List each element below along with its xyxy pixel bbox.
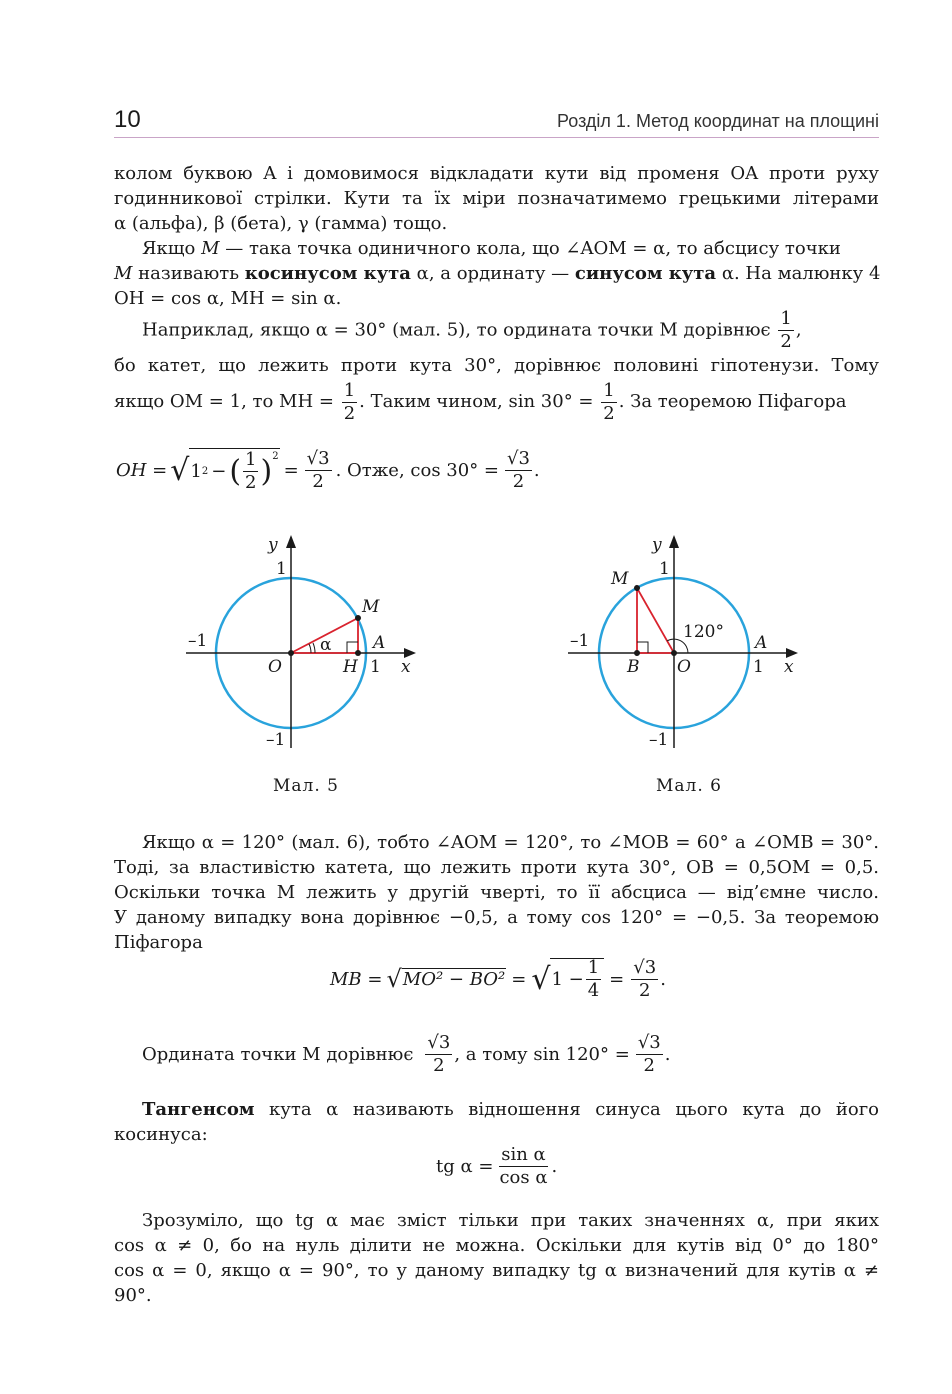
p1-line-3: α (альфа), β (бета), γ (гамма) тощо. <box>114 213 448 234</box>
y-axis-arrow <box>286 535 296 548</box>
caption-fig-6: Мал. 6 <box>656 776 722 796</box>
p2-line-2: M називають косинусом кута α, а ординату — синусом кута α. На малюнку 4 <box>114 263 881 284</box>
figure-6-unit-circle <box>560 530 810 760</box>
term-tangent: Тангенсом <box>142 1099 255 1120</box>
paragraph-6 <box>114 1097 879 1147</box>
paragraph-4 <box>114 830 879 955</box>
label-minus-one-x: –1 <box>188 631 208 651</box>
formula-oh: OH = √ 1 2 − ( $\frac{1}{2}$ ) $^2$ = $\frac{√3}{2}$ . Отже, cos 30° = $\frac{√3}{2}$ . <box>116 447 540 493</box>
paragraph-3 <box>114 310 879 426</box>
p7-line-3: cos α = 0, якщо α = 90°, то у даному випадку tg α визначений для кутів α ≠ 90°. <box>114 1260 879 1306</box>
point-h <box>355 650 361 656</box>
alpha-arc <box>309 644 311 653</box>
formula-mb: MB = √ MO² − BO² = √ 1 − $\frac{1}{4}$ = $\frac{√3}{2}$ . <box>330 956 666 1001</box>
figure-5-unit-circle <box>180 530 430 760</box>
header-rule <box>114 137 879 138</box>
point-m <box>355 615 361 621</box>
label-one-x: 1 <box>370 657 381 677</box>
point-b <box>634 650 640 656</box>
triangle-omb <box>637 588 674 653</box>
label-a: A <box>755 633 768 653</box>
p1-line-1: колом буквою A і домовимося відкладати кути від променя OA проти руху <box>114 163 879 184</box>
p4-line-4: У даному випадку вона дорівнює −0,5, а тому cos 120° = −0,5. За теоремою <box>114 907 879 928</box>
running-title: Розділ 1. Метод координат на площині <box>557 111 879 131</box>
page-number: 10 <box>114 106 141 133</box>
p3-line-2: бо катет, що лежить проти кута 30°, дорівнює половині гіпотенузи. Тому <box>114 355 879 376</box>
label-minus-one-x: –1 <box>570 631 590 651</box>
label-one-y: 1 <box>659 559 670 579</box>
label-b: B <box>627 657 640 677</box>
label-a: A <box>373 633 386 653</box>
fraction-sin30: $\frac{1}{2}$ <box>603 379 615 424</box>
label-x: x <box>401 657 411 677</box>
p4-line-1: Якщо α = 120° (мал. 6), тобто ∠AOM = 120°, то ∠MOB = 60° а ∠OMB = 30°. <box>142 832 879 853</box>
paragraph-7 <box>114 1208 879 1308</box>
formula-tg: tg α = $\frac{\text{sin α}}{\text{cos α}}$ . <box>436 1144 558 1188</box>
label-one-x: 1 <box>753 657 764 677</box>
label-o: O <box>677 657 691 677</box>
point-o <box>671 650 677 656</box>
label-minus-one-y: –1 <box>649 730 669 750</box>
p6-line-2: косинуса: <box>114 1124 208 1145</box>
label-one-y: 1 <box>276 559 287 579</box>
p4-line-2: Тоді, за властивістю катета, що лежить проти кута 30°, OB = 0,5OM = 0,5. <box>114 857 879 878</box>
label-x: x <box>784 657 794 677</box>
radical-oh: 1 2 − ( $\frac{1}{2}$ ) $^2$ <box>190 449 279 493</box>
p2-line-3: OH = cos α, MH = sin α. <box>114 288 342 309</box>
point-o <box>288 650 294 656</box>
caption-fig-5: Мал. 5 <box>273 776 339 796</box>
paragraph-2 <box>114 236 879 311</box>
p7-line-2: cos α ≠ 0, бо на нуль ділити не можна. Оскільки для кутів від 0° до 180° <box>114 1235 879 1256</box>
label-h: H <box>343 657 358 677</box>
label-y: y <box>652 535 662 555</box>
label-minus-one-y: –1 <box>266 730 286 750</box>
term-cosine: косинусом кута <box>244 263 411 284</box>
p6-line-1: Тангенсом кута α називають відношення синуса цього кута до його <box>142 1099 879 1120</box>
label-alpha: α <box>320 635 332 655</box>
label-o: O <box>268 657 282 677</box>
p1-line-2: годинникової стрілки. Кути та їх міри позначатимемо грецькими літерами <box>114 188 879 209</box>
y-axis-arrow <box>669 535 679 548</box>
paragraph-5: Ордината точки M дорівнює $\frac{√3}{2}$ , а тому sin 120° = $\frac{√3}{2}$ . <box>142 1032 671 1076</box>
label-angle-120: 120° <box>683 622 724 642</box>
fraction-mh: $\frac{1}{2}$ <box>343 379 356 424</box>
paragraph-1 <box>114 161 879 236</box>
label-y: y <box>268 535 278 555</box>
p4-line-5: Піфагора <box>114 932 203 953</box>
p2-line-1: Якщо M — така точка одиничного кола, що ∠AOM = α, то абсцису точки <box>142 238 841 259</box>
fraction-one-half: $\frac{1}{2}$ <box>780 308 792 352</box>
label-m: M <box>362 597 380 617</box>
p4-line-3: Оскільки точка M лежить у другій чверті, то її абсциса — від’ємне число. <box>114 882 879 903</box>
label-m: M <box>611 569 629 589</box>
p3-line-3: якщо OM = 1, то MH = $\frac{1}{2}$ . Таким чином, sin 30° = $\frac{1}{2}$ . За теоремою Піфагора <box>114 379 847 424</box>
p7-line-1: Зрозуміло, що tg α має зміст тільки при таких значеннях α, при яких <box>142 1210 879 1231</box>
term-sine: синусом кута <box>574 263 717 284</box>
p3-line-1: Наприклад, якщо α = 30° (мал. 5), то ордината точки M дорівнює $\frac{1}{2}$ , <box>142 308 802 352</box>
point-m <box>634 585 640 591</box>
